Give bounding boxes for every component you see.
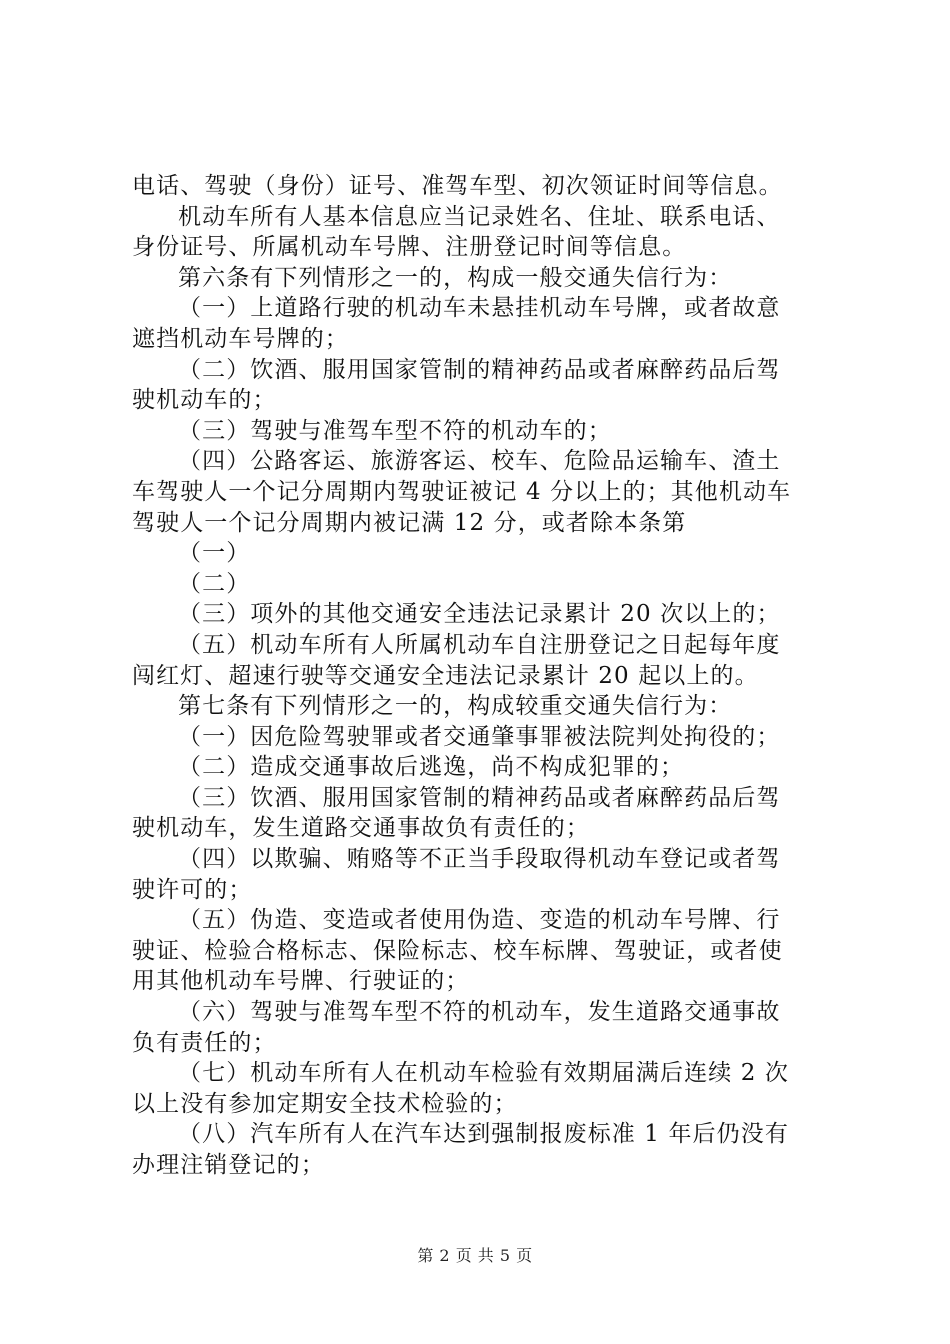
text-line: 负有责任的； bbox=[132, 1029, 277, 1056]
text-line: 闯红灯、超速行驶等交通安全违法记录累计 20 起以上的。 bbox=[132, 662, 759, 689]
text-line: 驾驶人一个记分周期内被记满 12 分，或者除本条第 bbox=[132, 509, 687, 536]
text-line: 遮挡机动车号牌的； bbox=[132, 325, 349, 352]
text-line: 用其他机动车号牌、行驶证的； bbox=[132, 968, 470, 995]
text-line: （六）驾驶与准驾车型不符的机动车，发生道路交通事故 bbox=[178, 999, 781, 1026]
text-line: 第六条有下列情形之一的，构成一般交通失信行为： bbox=[178, 264, 733, 291]
text-line: 车驾驶人一个记分周期内驾驶证被记 4 分以上的；其他机动车 bbox=[132, 478, 792, 505]
page-footer: 第 2 页 共 5 页 bbox=[417, 1246, 533, 1265]
text-line: （四）公路客运、旅游客运、校车、危险品运输车、渣土 bbox=[178, 448, 781, 475]
text-line: 第七条有下列情形之一的，构成较重交通失信行为： bbox=[178, 693, 733, 720]
text-line: （七）机动车所有人在机动车检验有效期届满后连续 2 次 bbox=[178, 1060, 789, 1087]
text-line: 驶机动车的； bbox=[132, 387, 277, 414]
text-line: 驶机动车，发生道路交通事故负有责任的； bbox=[132, 815, 590, 842]
text-line: （五）伪造、变造或者使用伪造、变造的机动车号牌、行 bbox=[178, 907, 781, 934]
text-line: （四）以欺骗、贿赂等不正当手段取得机动车登记或者驾 bbox=[178, 846, 781, 873]
text-line: 办理注销登记的； bbox=[132, 1152, 325, 1178]
text-line: （五）机动车所有人所属机动车自注册登记之日起每年度 bbox=[178, 631, 781, 658]
text-line: 驶许可的； bbox=[132, 876, 253, 903]
text-line: 电话、驾驶（身份）证号、准驾车型、初次领证时间等信息。 bbox=[132, 173, 783, 199]
text-line: （二） bbox=[178, 570, 251, 597]
text-line: 以上没有参加定期安全技术检验的； bbox=[132, 1090, 518, 1117]
text-line: （三）项外的其他交通安全违法记录累计 20 次以上的； bbox=[178, 601, 781, 628]
text-line: （一）上道路行驶的机动车未悬挂机动车号牌，或者故意 bbox=[178, 295, 781, 322]
text-line: 机动车所有人基本信息应当记录姓名、住址、联系电话、 bbox=[178, 203, 781, 230]
text-line: （一） bbox=[178, 540, 251, 567]
document-body bbox=[132, 171, 832, 1181]
text-line: （二）造成交通事故后逃逸，尚不构成犯罪的； bbox=[178, 754, 685, 781]
text-line: （三）驾驶与准驾车型不符的机动车的； bbox=[178, 417, 612, 444]
text-line: （八）汽车所有人在汽车达到强制报废标准 1 年后仍没有 bbox=[178, 1121, 789, 1148]
text-line: （一）因危险驾驶罪或者交通肇事罪被法院判处拘役的； bbox=[178, 723, 781, 750]
text-line: 身份证号、所属机动车号牌、注册登记时间等信息。 bbox=[132, 234, 687, 261]
text-line: （三）饮酒、服用国家管制的精神药品或者麻醉药品后驾 bbox=[178, 784, 781, 811]
text-line: （二）饮酒、服用国家管制的精神药品或者麻醉药品后驾 bbox=[178, 356, 781, 383]
text-line: 驶证、检验合格标志、保险标志、校车标牌、驾驶证，或者使 bbox=[132, 937, 783, 964]
